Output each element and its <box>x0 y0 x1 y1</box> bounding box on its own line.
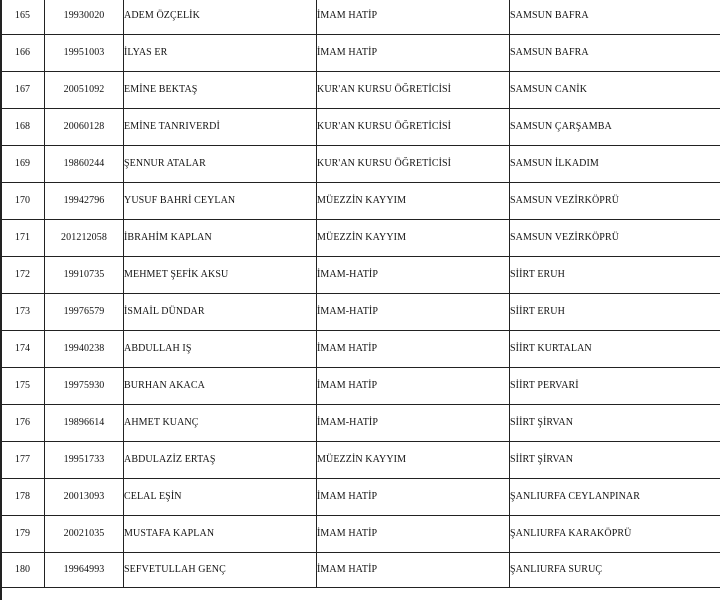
registration-number: 20013093 <box>45 479 124 516</box>
table-row <box>1 35 720 72</box>
table-row <box>1 405 720 442</box>
row-number: 173 <box>1 294 45 331</box>
registration-number: 19940238 <box>45 331 124 368</box>
job-title: İMAM HATİP <box>317 553 510 588</box>
assignment-location: ŞANLIURFA SURUÇ <box>510 553 720 588</box>
row-number: 176 <box>1 405 45 442</box>
table-row <box>1 516 720 553</box>
row-number: 170 <box>1 183 45 220</box>
person-name: İLYAS ER <box>124 35 317 72</box>
assignment-location: SAMSUN BAFRA <box>510 35 720 72</box>
job-title: MÜEZZİN KAYYIM <box>317 183 510 220</box>
person-name: EMİNE BEKTAŞ <box>124 72 317 109</box>
row-number: 172 <box>1 257 45 294</box>
registration-number: 20051092 <box>45 72 124 109</box>
person-name: CELAL EŞİN <box>124 479 317 516</box>
table-row <box>1 257 720 294</box>
assignment-location: SİİRT ERUH <box>510 257 720 294</box>
person-name: ŞENNUR ATALAR <box>124 146 317 183</box>
row-number: 169 <box>1 146 45 183</box>
person-name: İSMAİL DÜNDAR <box>124 294 317 331</box>
table-row <box>1 331 720 368</box>
job-title: İMAM HATİP <box>317 516 510 553</box>
assignment-location: SİİRT KURTALAN <box>510 331 720 368</box>
table-row <box>1 109 720 146</box>
person-name: ABDULAZİZ ERTAŞ <box>124 442 317 479</box>
job-title: İMAM HATİP <box>317 331 510 368</box>
row-number: 165 <box>1 0 45 35</box>
assignment-location: SİİRT ŞİRVAN <box>510 405 720 442</box>
person-name: MUSTAFA KAPLAN <box>124 516 317 553</box>
registration-number: 201212058 <box>45 220 124 257</box>
registration-number: 20021035 <box>45 516 124 553</box>
person-name: SEFVETULLAH GENÇ <box>124 553 317 588</box>
registration-number: 19976579 <box>45 294 124 331</box>
person-name: EMİNE TANRIVERDİ <box>124 109 317 146</box>
row-number: 166 <box>1 35 45 72</box>
row-number: 180 <box>1 553 45 588</box>
job-title: KUR'AN KURSU ÖĞRETİCİSİ <box>317 72 510 109</box>
registration-number: 19910735 <box>45 257 124 294</box>
row-number: 171 <box>1 220 45 257</box>
assignment-location: SİİRT PERVARİ <box>510 368 720 405</box>
registration-number: 20060128 <box>45 109 124 146</box>
job-title: İMAM-HATİP <box>317 257 510 294</box>
assignment-location: SAMSUN VEZİRKÖPRÜ <box>510 183 720 220</box>
job-title: KUR'AN KURSU ÖĞRETİCİSİ <box>317 146 510 183</box>
row-number: 174 <box>1 331 45 368</box>
row-number: 175 <box>1 368 45 405</box>
assignment-location: SAMSUN İLKADIM <box>510 146 720 183</box>
table-row <box>1 294 720 331</box>
table-row <box>1 146 720 183</box>
assignment-location: SİİRT ŞİRVAN <box>510 442 720 479</box>
table-row <box>1 442 720 479</box>
person-name: ADEM ÖZÇELİK <box>124 0 317 35</box>
registration-number: 19975930 <box>45 368 124 405</box>
row-number: 177 <box>1 442 45 479</box>
assignment-location: SİİRT ERUH <box>510 294 720 331</box>
registration-number: 19896614 <box>45 405 124 442</box>
assignment-location: SAMSUN ÇARŞAMBA <box>510 109 720 146</box>
table-row <box>1 368 720 405</box>
job-title: İMAM HATİP <box>317 368 510 405</box>
registration-number: 19951733 <box>45 442 124 479</box>
person-name: BURHAN AKACA <box>124 368 317 405</box>
table-row <box>1 553 720 588</box>
job-title: KUR'AN KURSU ÖĞRETİCİSİ <box>317 109 510 146</box>
registration-number: 19930020 <box>45 0 124 35</box>
assignment-location: ŞANLIURFA KARAKÖPRÜ <box>510 516 720 553</box>
table-row <box>1 0 720 35</box>
assignment-location: SAMSUN BAFRA <box>510 0 720 35</box>
job-title: İMAM HATİP <box>317 0 510 35</box>
assignment-location: ŞANLIURFA CEYLANPINAR <box>510 479 720 516</box>
row-number: 168 <box>1 109 45 146</box>
assignment-location: SAMSUN VEZİRKÖPRÜ <box>510 220 720 257</box>
job-title: MÜEZZİN KAYYIM <box>317 220 510 257</box>
table-row <box>1 220 720 257</box>
registration-number: 19942796 <box>45 183 124 220</box>
person-name: AHMET KUANÇ <box>124 405 317 442</box>
table-row <box>1 72 720 109</box>
row-number: 179 <box>1 516 45 553</box>
assignment-location: SAMSUN CANİK <box>510 72 720 109</box>
job-title: İMAM-HATİP <box>317 294 510 331</box>
person-name: İBRAHİM KAPLAN <box>124 220 317 257</box>
job-title: İMAM HATİP <box>317 479 510 516</box>
job-title: İMAM-HATİP <box>317 405 510 442</box>
registration-number: 19860244 <box>45 146 124 183</box>
person-name: MEHMET ŞEFİK AKSU <box>124 257 317 294</box>
registration-number: 19951003 <box>45 35 124 72</box>
person-name: YUSUF BAHRİ CEYLAN <box>124 183 317 220</box>
table-row <box>1 479 720 516</box>
job-title: MÜEZZİN KAYYIM <box>317 442 510 479</box>
person-name: ABDULLAH IŞ <box>124 331 317 368</box>
job-title: İMAM HATİP <box>317 35 510 72</box>
registration-number: 19964993 <box>45 553 124 588</box>
row-number: 178 <box>1 479 45 516</box>
table-row <box>1 183 720 220</box>
row-number: 167 <box>1 72 45 109</box>
